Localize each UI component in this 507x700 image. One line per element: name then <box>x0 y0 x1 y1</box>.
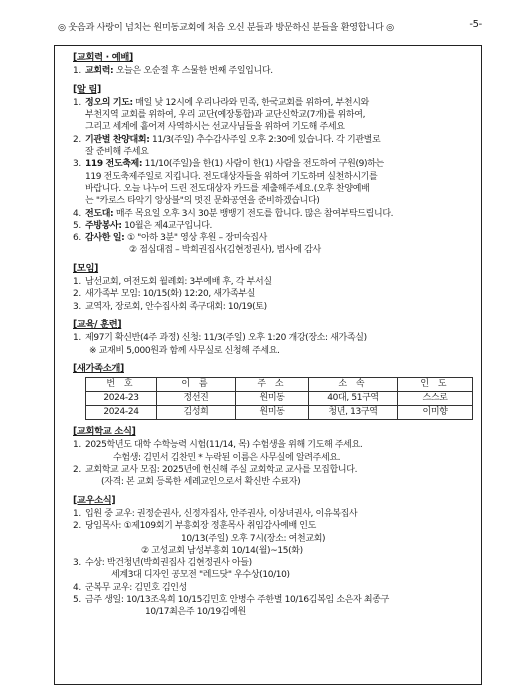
table-row: 2024-23 정선진 원미동 40대, 51구역 스스로 <box>86 392 473 406</box>
notices-section <box>73 84 473 257</box>
column-header: 소 속 <box>309 378 398 392</box>
list-item: 1. 정오의 기도: 매일 낮 12시에 우리나라와 민족, 한국교회를 위하여, 부천시와 부천지역 교회를 위하여, 우리 교단(예장통합)과 교단신학교(7개)를 위하여, 그리고 세계에 흩어져 사역하시는 선교사님들을 위하여 기도해 주세요 <box>73 97 369 133</box>
section-title: [모임] <box>73 262 99 274</box>
list-item: 5. 금주 생일: 10/13조옥희 10/15김민호 안병수 주한별 10/16김복임 소은자 최종구 <box>73 594 389 605</box>
column-header: 이 름 <box>157 378 236 392</box>
list-item: 2. 새가족부 모임: 10/15(화) 12:20, 새가족부실 <box>73 289 256 300</box>
note-text: ※ 교재비 5,000원과 함께 사무실로 신청해 주세요. <box>89 345 280 356</box>
section-title: [교회력 · 예배] <box>73 52 133 63</box>
section-title: [교회학교 소식] <box>73 426 136 438</box>
section-title: [새가족소개] <box>73 362 124 374</box>
column-header: 인 도 <box>398 378 473 392</box>
table-row: 2024-24 김성희 원미동 청년, 13구역 이미향 <box>86 406 473 420</box>
list-item: 6. 감사한 일: ① "아하 3분" 영상 후원 – 장미숙집사 <box>73 233 267 244</box>
list-item: 2. 기관별 찬양대회: 11/3(주일) 추수감사주일 오후 2:30에 있습니다. 각 기관별로 잘 준비해 주세요 <box>73 134 381 158</box>
column-header: 번 호 <box>86 378 157 392</box>
table-header-row <box>86 378 473 392</box>
list-item-sub: (자격: 본 교회 등록한 세례교인으로서 확신반 수료자) <box>101 477 301 488</box>
list-item: 1. 입원 중 교우: 권정순권사, 신정자집사, 안주권사, 이상녀권사, 이유복집사 <box>73 508 358 519</box>
list-item: 2. 당임목사: ①제109회기 부흥회장 정훈목사 취임감사예배 인도 <box>73 521 316 532</box>
members-news-section <box>73 495 473 619</box>
list-item-sub: 세계3대 디자인 공모전 "레드닷" 우수상(10/10) <box>111 570 290 581</box>
list-item: 3. 119 전도축제: 11/10(주일)을 한(1) 사람이 한(1) 사람을 전도하여 구원(9)하는 119 전도축제주일로 지킵니다. 전도대상자들을 위하여 기도하며 실천하시기를 바랍니다. 오늘 나누어 드린 전도대상자 카드를 제출해주세요.(오후 찬양예배 는 "카로스 타악기 앙상블"의 멋진 문화공연을 준비하겠습니다) <box>73 159 384 207</box>
church-school-section <box>73 426 473 488</box>
list-item: 1. 2025학년도 대학 수학능력 시험(11/14, 목) 수험생을 위해 기도해 주세요. <box>73 440 363 451</box>
section-title: [교우소식] <box>73 494 116 506</box>
meeting-section <box>73 263 473 313</box>
welcome-text: ◎ 웃음과 사랑이 넘치는 원미동교회에 처음 오신 분들과 방문하신 분들을 환영합니다 ◎ <box>58 22 394 33</box>
list-item: 1. 남선교회, 여전도회 월례회: 3부예배 후, 각 부서실 <box>73 277 272 288</box>
section-title: [교육/ 훈련] <box>73 318 122 330</box>
list-item: 5. 주방봉사: 10월은 제4교구입니다. <box>73 220 213 231</box>
bulletin-content <box>73 46 473 619</box>
list-item: 4. 군복무 교우: 김민호 김인성 <box>73 582 187 593</box>
list-item: 2. 교회학교 교사 모집: 2025년에 헌신해 주실 교회학교 교사를 모집합니다. <box>73 465 358 476</box>
welcome-header <box>58 19 482 33</box>
list-item: 3. 수상: 박건청년(박희권집사 김현정권사 아들) <box>73 558 252 569</box>
list-item-sub: 10/17최은주 10/19김예원 <box>145 607 246 618</box>
new-family-table <box>85 377 473 420</box>
list-item: 1. 교회력: 오늘은 오순절 후 스물한 번째 주일입니다. <box>73 66 273 77</box>
page-number: -5- <box>469 19 482 30</box>
list-item-sub: 10/13(주일) 오후 7시(장소: 여천교회) <box>181 533 326 544</box>
list-item: 3. 교역자, 장로회, 안수집사회 족구대회: 10/19(토) <box>73 301 267 312</box>
education-section <box>73 319 473 357</box>
column-header: 주 소 <box>236 378 309 392</box>
list-item: 1. 제97기 확신반(4주 과정) 신청: 11/3(주일) 오후 1:20 개강(장소: 새가족실) <box>73 333 367 344</box>
calendar-section <box>73 52 473 78</box>
list-item: 4. 전도대: 매주 목요일 오후 3시 30분 뱅뱅기 전도를 합니다. 많은 참여부탁드립니다. <box>73 208 394 219</box>
list-item-sub: 수험생: 김민서 김찬민 * 누락된 이름은 사무실에 알려주세요. <box>113 452 341 463</box>
list-item-sub: ② 고성교회 남성부흥회 10/14(월)~15(화) <box>141 545 303 556</box>
list-item-continuation: ② 점심대접 – 박희권집사(김현정권사), 범사에 감사 <box>129 245 321 256</box>
section-title: [알 림] <box>73 83 101 95</box>
new-family-section <box>73 363 473 420</box>
